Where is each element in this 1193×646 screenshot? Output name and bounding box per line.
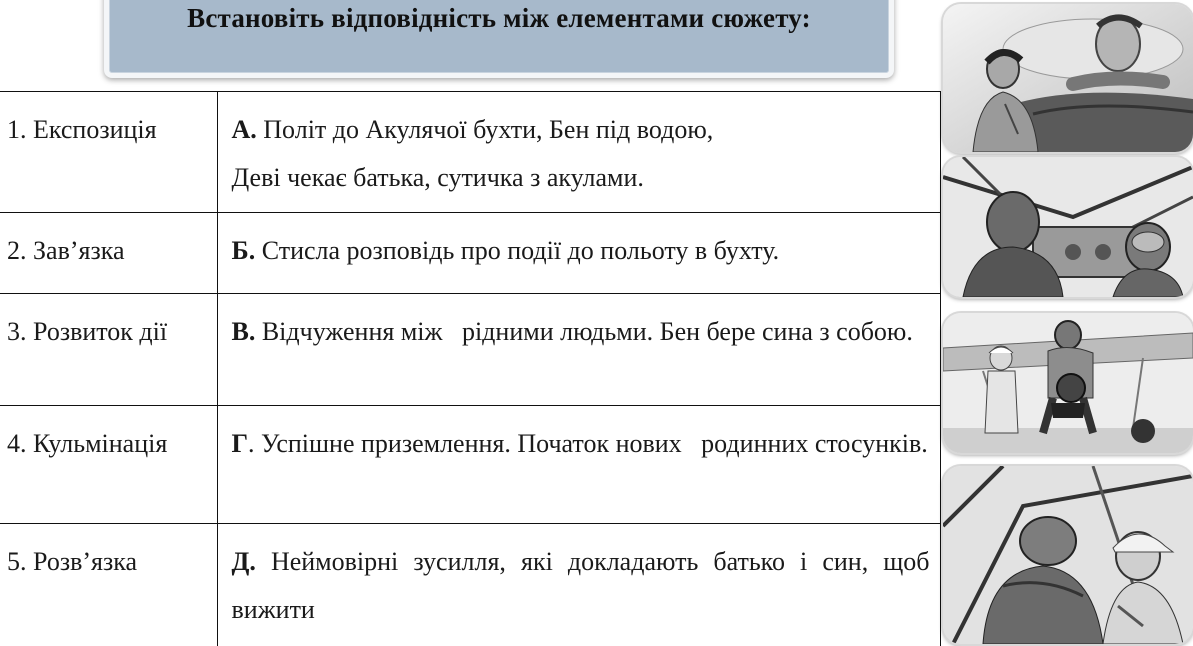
description-text: . Успішне приземлення. Початок нових родинних стосунків. xyxy=(248,429,928,458)
plot-description-cell xyxy=(217,294,940,406)
plot-element-cell xyxy=(0,406,217,524)
table-row xyxy=(0,406,940,524)
title-banner xyxy=(104,0,894,78)
plot-description-cell xyxy=(217,92,940,213)
plot-element-label: 5. Розв’язка xyxy=(7,547,138,576)
answer-letter: В. xyxy=(231,317,256,346)
plot-element-label: 4. Кульмінація xyxy=(7,429,168,458)
answer-letter: Г xyxy=(231,429,249,458)
description-text: Стисла розповідь про події до польоту в бухту. xyxy=(261,236,780,265)
answer-letter: Б. xyxy=(231,236,256,265)
pilots-in-cockpit-illustration xyxy=(943,157,1193,297)
plot-element-label: 1. Експозиція xyxy=(7,115,157,144)
plot-matching-table xyxy=(0,91,941,646)
table-row xyxy=(0,524,940,646)
plot-description-cell xyxy=(217,406,940,524)
description-line-1: Політ до Акулячої бухти, Бен під водою, xyxy=(263,115,714,144)
illustrations-column xyxy=(941,0,1193,645)
description-line-2: Деві чекає батька, сутичка з акулами. xyxy=(231,163,644,192)
father-in-bed-with-son-illustration xyxy=(943,4,1193,152)
plot-element-cell xyxy=(0,524,217,646)
pilot-and-boy-by-plane-illustration xyxy=(943,313,1193,453)
plot-element-cell xyxy=(0,92,217,213)
answer-letter: Д. xyxy=(231,547,256,576)
answer-letter: А. xyxy=(231,115,257,144)
page-title: Встановіть відповідність між елементами сюжету: xyxy=(187,3,811,33)
description-text: Відчуження між рідними людьми. Бен бере сина з собою. xyxy=(261,317,913,346)
plot-description-cell xyxy=(217,213,940,294)
table-row xyxy=(0,213,940,294)
plot-element-label: 3. Розвиток дії xyxy=(7,317,168,346)
description-text: Неймовірні зусилля, які докладають батько і син, щоб вижити xyxy=(231,547,930,624)
table-row xyxy=(0,294,940,406)
table-row xyxy=(0,92,940,213)
plot-element-cell xyxy=(0,294,217,406)
plot-description-cell xyxy=(217,524,940,646)
plot-element-cell xyxy=(0,213,217,294)
father-and-son-in-cockpit-illustration xyxy=(943,466,1193,644)
plot-element-label: 2. Зав’язка xyxy=(7,236,125,265)
